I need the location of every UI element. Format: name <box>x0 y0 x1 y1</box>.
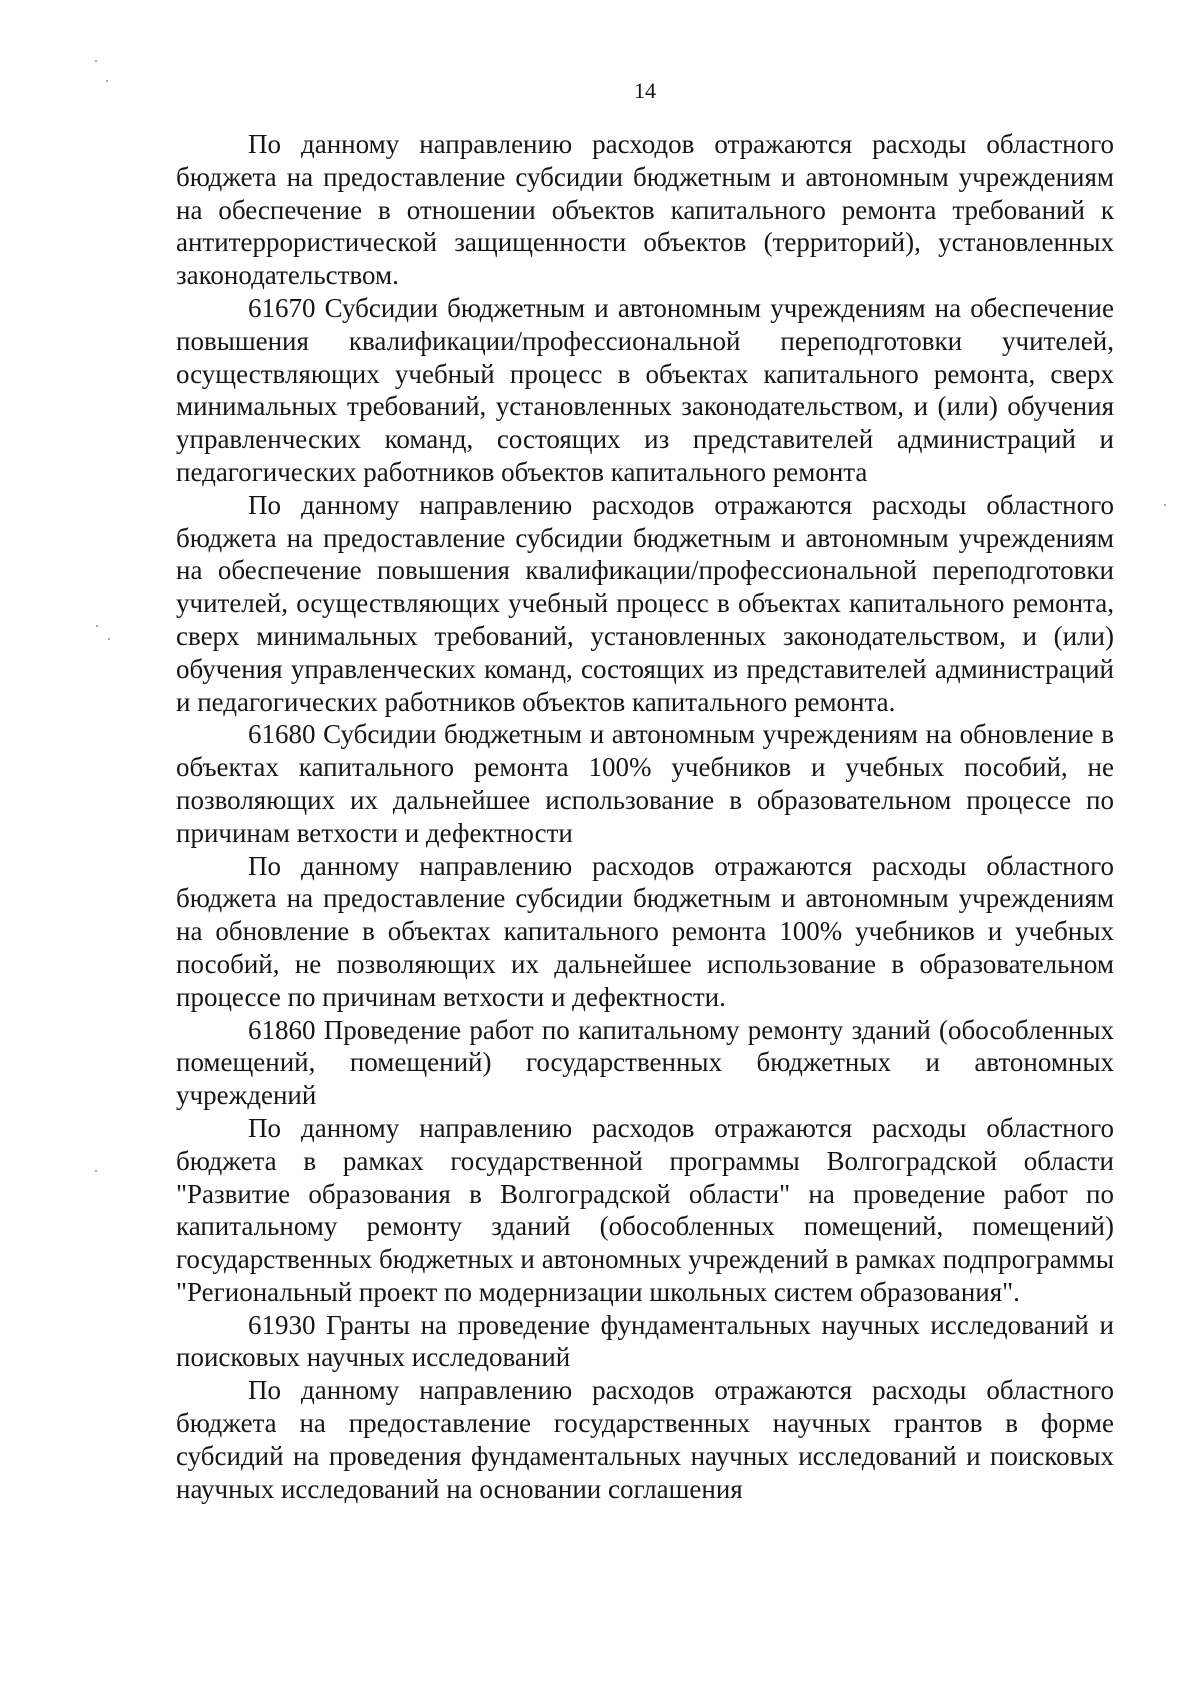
scan-speck-5 <box>95 1170 97 1172</box>
paragraph-2-code-61670: 61670 Субсидии бюджетным и автономным учреждениям на обеспечение повышения квалификации/профессиональной переподготовки учителей, осуществляющих учебный процесс в объектах капитального ремонта, сверх минимальных требований, установленных законодательством, и (или) обучения управленческих команд, состоящих из представителей администраций и педагогических работников объектов капитального ремонта <box>176 292 1114 487</box>
scan-speck-2 <box>106 80 108 82</box>
scan-speck-6 <box>1164 504 1166 506</box>
paragraph-4-code-61680: 61680 Субсидии бюджетным и автономным учреждениям на обновление в объектах капитального ремонта 100% учебников и учебных пособий, не позволяющих их дальнейшее использование в образовательном процессе по причинам ветхости и дефектности <box>176 719 1114 848</box>
scan-speck-1 <box>95 60 97 62</box>
document-body <box>176 128 1114 1505</box>
scan-speck-3 <box>96 625 98 627</box>
paragraph-8-code-61930: 61930 Гранты на проведение фундаментальных научных исследований и поисковых научных исследований <box>176 1309 1114 1373</box>
paragraph-5: По данному направлению расходов отражаются расходы областного бюджета на предоставление субсидии бюджетным и автономным учреждениям на обновление в объектах капитального ремонта 100% учебников и учебных пособий, не позволяющих их дальнейшее использование в образовательном процессе по причинам ветхости и дефектности. <box>176 850 1114 1012</box>
paragraph-7: По данному направлению расходов отражаются расходы областного бюджета в рамках государственной программы Волгоградской области "Развитие образования в Волгоградской области" на проведение работ по капитальному ремонту зданий (обособленных помещений, помещений) государственных бюджетных и автономных учреждений в рамках подпрограммы "Региональный проект по модернизации школьных систем образования". <box>176 1112 1114 1307</box>
page-number: 14 <box>634 78 656 103</box>
scan-speck-4 <box>108 638 110 640</box>
paragraph-6-code-61860: 61860 Проведение работ по капитальному ремонту зданий (обособленных помещений, помещений) государственных бюджетных и автономных учреждений <box>176 1014 1114 1111</box>
paragraph-1: По данному направлению расходов отражаются расходы областного бюджета на предоставление субсидии бюджетным и автономным учреждениям на обеспечение в отношении объектов капитального ремонта требований к антитеррористической защищенности объектов (территорий), установленных законодательством. <box>176 129 1114 291</box>
paragraph-9: По данному направлению расходов отражаются расходы областного бюджета на предоставление государственных научных грантов в форме субсидий на проведения фундаментальных научных исследований и поисковых научных исследований на основании соглашения <box>176 1375 1114 1504</box>
paragraph-3: По данному направлению расходов отражаются расходы областного бюджета на предоставление субсидии бюджетным и автономным учреждениям на обеспечение повышения квалификации/профессиональной переподготовки учителей, осуществляющих учебный процесс в объектах капитального ремонта, сверх минимальных требований, установленных законодательством, и (или) обучения управленческих команд, состоящих из представителей администраций и педагогических работников объектов капитального ремонта. <box>176 489 1114 717</box>
